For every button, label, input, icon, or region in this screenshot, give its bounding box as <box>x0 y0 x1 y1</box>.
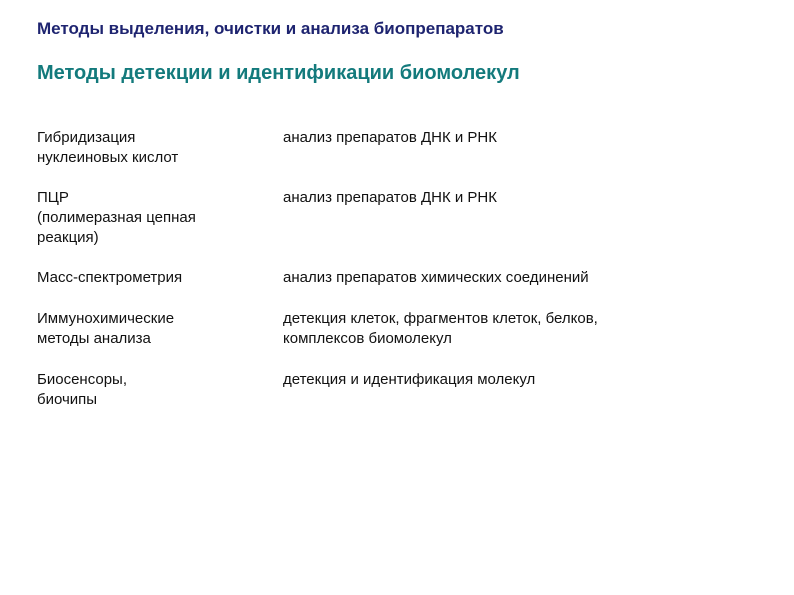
method-application: детекция и идентификация молекул <box>283 371 536 388</box>
method-application: анализ препаратов ДНК и РНК <box>283 189 497 206</box>
method-name: ПЦР (полимеразная цепная реакция) <box>37 189 196 246</box>
method-application: детекция клеток, фрагментов клеток, белков, комплексов биомолекул <box>283 310 598 347</box>
method-application: анализ препаратов ДНК и РНК <box>283 129 497 146</box>
method-name: Биосенсоры, биочипы <box>37 371 127 408</box>
method-application: анализ препаратов химических соединений <box>283 269 589 286</box>
section-title: Методы детекции и идентификации биомолекул <box>37 62 520 84</box>
method-name: Масс-спектрометрия <box>37 269 183 286</box>
method-name: Гибридизация нуклеиновых кислот <box>37 129 179 166</box>
slide-header-title: Методы выделения, очистки и анализа биопрепаратов <box>37 19 504 38</box>
method-name: Иммунохимические методы анализа <box>37 310 175 347</box>
